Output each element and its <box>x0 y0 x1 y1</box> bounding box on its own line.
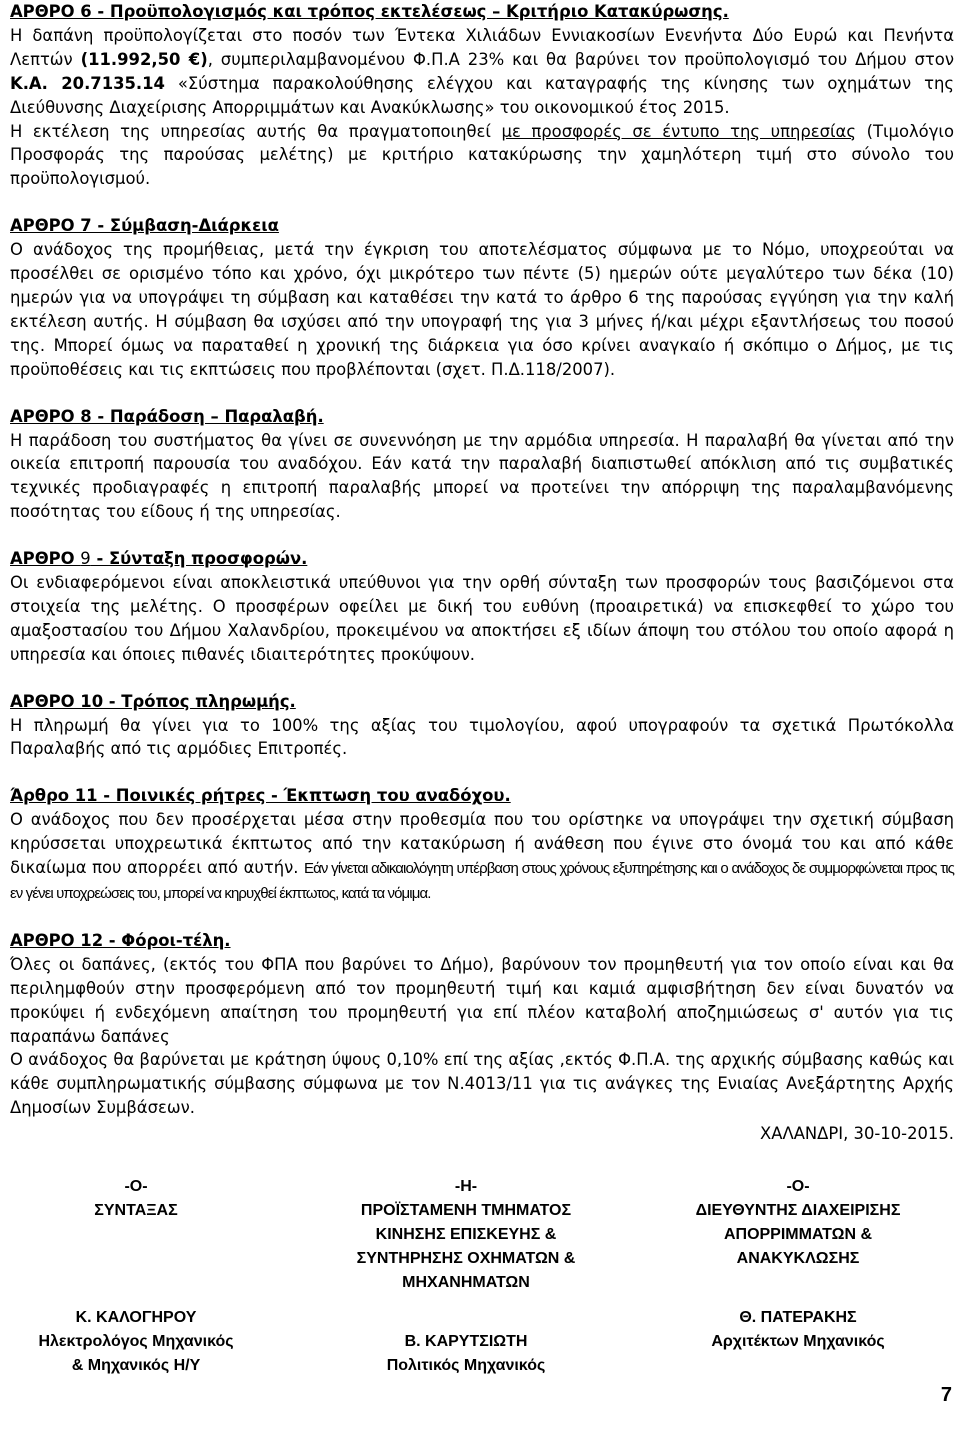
signature-marker: -Η- <box>454 1178 478 1195</box>
article-11-heading: Άρθρο 11 - Ποινικές ρήτρες - Έκπτωση του αναδόχου. <box>10 786 511 806</box>
article-10-heading: ΑΡΘΡΟ 10 - Τρόπος πληρωμής. <box>10 691 296 711</box>
signature-role: ΠΡΟΪΣΤΑΜΕΝΗ ΤΜΗΜΑΤΟΣ <box>360 1202 572 1219</box>
article-12-paragraph-2: Ο ανάδοχος θα βαρύνεται με κράτηση ύψους 0,10% επί της αξίας ,εκτός Φ.Π.Α. της αρχικής σύμβασης καθώς και κάθε συμπληρωματικής σύμβασης σύμφωνα με τον Ν.4013/11 για τις ανάγκες της Ενιαίας Ανεξάρτητης Αρχής Δημοσίων Συμβάσεων. <box>10 1050 954 1118</box>
signature-role: ΣΥΝΤΑΞΑΣ <box>94 1202 178 1219</box>
signature-left-name-block <box>0 1306 286 1378</box>
page-number: 7 <box>940 1384 952 1406</box>
signature-title: Αρχιτέκτων Μηχανικός <box>711 1333 885 1350</box>
heading-number: 9 <box>80 549 91 569</box>
article-8-paragraph: Η παράδοση του συστήματος θα γίνει σε συνεννόηση με την αρμόδια υπηρεσία. Η παραλαβή θα γίνεται από την οικεία επιτροπή παρουσία του αναδόχου. Εάν κατά την παραλαβή διαπιστωθεί απόκλιση από τις συμβατικές τεχνικές προδιαγραφές η επιτροπή παραλαβής μπορεί να προτείνει την απόρριψη της παραλαμβανόμενης ποσότητας του είδους ή της υπηρεσίας. <box>10 430 954 522</box>
signature-title: & Μηχανικός Η/Υ <box>71 1357 201 1374</box>
signature-middle-name-block <box>316 1330 616 1378</box>
article-12-paragraph-1: Όλες οι δαπάνες, (εκτός του ΦΠΑ που βαρύνει το Δήμο), βαρύνουν τον προμηθευτή για τον οποίο είναι και θα περιλημφθούν στην προσφερόμενη από τον προμηθευτή τιμή και καμιά αμφισβήτηση δεν είναι δυνατόν να προκύψει ή ενδεχόμενη απαίτηση του προμηθευτή για επί πλέον καταβολή αποζημιώσεως σ' αυτόν για τις παραπάνω δαπάνες <box>10 954 954 1046</box>
heading-part: ΑΡΘΡΟ <box>10 549 81 569</box>
amount: (11.992,50 €) <box>80 49 208 69</box>
budget-code: Κ.Α. 20.7135.14 <box>10 73 165 93</box>
signature-role: ΜΗΧΑΝΗΜΑΤΩΝ <box>402 1274 530 1291</box>
article-8-heading: ΑΡΘΡΟ 8 - Παράδοση – Παραλαβή. <box>10 406 324 426</box>
signature-marker: -Ο- <box>786 1178 810 1195</box>
article-7-heading: ΑΡΘΡΟ 7 - Σύμβαση-Διάρκεια <box>10 216 279 236</box>
signature-role: ΚΙΝΗΣΗΣ ΕΠΙΣΚΕΥΗΣ & <box>375 1226 557 1243</box>
article-9-paragraph: Οι ενδιαφερόμενοι είναι αποκλειστικά υπεύθυνοι για την ορθή σύνταξη των προσφορών τους βασιζόμενοι στα στοιχεία της μελέτης. Ο προσφέρων οφείλει με δική του ευθύνη (προαιρετικά) να επισκεφθεί το χώρο του αμαξοστασίου του Δήμου Χαλανδρίου, προκειμένου να αποκτήσει εξ ιδίων άποψη του στόλου του οποίο αφορά η υπηρεσία και όποιες πιθανές ιδιαιτερότητες προκύψουν. <box>10 573 954 664</box>
signature-title: Πολιτικός Μηχανικός <box>386 1357 546 1374</box>
article-6-paragraph-1 <box>10 24 954 120</box>
narrow-text: Εάν γίνεται αδικαιολόγητη υπέρβαση στους χρόνους εξυπηρέτησης και ο ανάδοχος δε συμμορφώνεται προς τις εν γένει υποχρεώσεις του, μπορεί να κηρυχθεί έκπτωτος, κατά τα νόμιμα. <box>10 860 954 902</box>
article-6-paragraph-2 <box>10 120 954 192</box>
signature-title: Ηλεκτρολόγος Μηχανικός <box>38 1333 234 1350</box>
heading-part: - Σύνταξη προσφορών. <box>90 549 308 569</box>
text: Ο ανάδοχος που δεν προσέρχεται μέσα στην προθεσμία που του ορίστηκε να υπογράψει την σχετική σύμβαση κηρύσσεται υποχρεωτικά έκπτωτος από την κατακύρωση ή ανάθεση που έγινε στο όνομά του και από κάθε δικαίωμα που απορρέει από αυτήν. <box>10 810 954 878</box>
signature-name: Β. ΚΑΡΥΤΣΙΩΤΗ <box>404 1333 528 1350</box>
signature-role: ΣΥΝΤΗΡΗΣΗΣ ΟΧΗΜΑΤΩΝ & <box>356 1250 576 1267</box>
signature-middle <box>316 1175 616 1295</box>
underlined-text: με προσφορές σε έντυπο της υπηρεσίας <box>501 121 856 141</box>
signature-role: ΑΠΟΡΡΙΜΜΑΤΩΝ & <box>723 1226 873 1243</box>
text: , συμπεριλαμβανομένου Φ.Π.Α 23% και θα βαρύνει τον προϋπολογισμό του Δήμου στον <box>207 49 954 69</box>
article-7-paragraph: Ο ανάδοχος της προμήθειας, μετά την έγκριση του αποτελέσματος σύμφωνα με το Νόμο, υποχρεούται να προσέλθει σε ορισμένο τόπο και χρόνο, όχι μικρότερο των πέντε (5) ημερών ούτε μεγαλύτερο των δέκα (10) ημερών για να υπογράψει τη σύμβαση και καταθέσει την κατά το άρθρο 6 της παρούσας εγγύηση για την καλή εκτέλεση αυτής. Η σύμβαση θα ισχύσει από την υπογραφή της για 3 μήνες ή/και μέχρι εξαντλήσεως του ποσού της. Μπορεί όμως να παραταθεί η χρονική της διάρκεια για όσο κρίνει αναγκαίο ή σκόπιμο ο Δήμος, με τις προϋποθέσεις και τις εκπτώσεις που προβλέπονται (σχετ. Π.Δ.118/2007). <box>10 240 954 379</box>
text: Η εκτέλεση της υπηρεσίας αυτής θα πραγματοποιηθεί <box>10 121 502 141</box>
signature-right <box>648 1175 948 1271</box>
signature-name: Κ. ΚΑΛΟΓΗΡΟΥ <box>75 1309 197 1326</box>
date-line: ΧΑΛΑΝΔΡΙ, 30-10-2015. <box>760 1124 954 1144</box>
signature-name: Θ. ΠΑΤΕΡΑΚΗΣ <box>739 1309 857 1326</box>
signature-marker: -Ο- <box>124 1178 148 1195</box>
text: (Τιμολόγιο Προσφοράς της παρούσας μελέτης) με κριτήριο κατακύρωσης την χαμηλότερη τιμή στο σύνολο του προϋπολογισμού. <box>10 121 954 189</box>
article-9-heading <box>10 547 954 571</box>
document-page <box>10 0 954 1146</box>
article-6-heading: ΑΡΘΡΟ 6 - Προϋπολογισμός και τρόπος εκτελέσεως – Κριτήριο Κατακύρωσης. <box>10 2 729 21</box>
article-10-paragraph: Η πληρωμή θα γίνει για το 100% της αξίας του τιμολογίου, αφού υπογραφούν τα σχετικά Πρωτόκολλα Παραλαβής από τις αρμόδιες Επιτροπές. <box>10 715 954 759</box>
article-11-paragraph <box>10 808 954 906</box>
signature-left <box>0 1175 286 1223</box>
signature-role: ΔΙΕΥΘΥΝΤΗΣ ΔΙΑΧΕΙΡΙΣΗΣ <box>695 1202 901 1219</box>
signature-right-name-block <box>648 1306 948 1354</box>
text: «Σύστημα παρακολούθησης ελέγχου και καταγραφής της κίνησης των οχημάτων της Διεύθυνσης Διαχείρισης Απορριμμάτων και Ανακύκλωσης» του οικονομικού έτος 2015. <box>10 73 954 117</box>
text: Η δαπάνη προϋπολογίζεται στο ποσόν των Έντεκα Χιλιάδων Εννιακοσίων Ενενήντα Δύο Ευρώ και Πενήντα Λεπτών <box>10 25 954 69</box>
signature-role: ΑΝΑΚΥΚΛΩΣΗΣ <box>736 1250 860 1267</box>
article-12-heading: ΑΡΘΡΟ 12 - Φόροι-τέλη. <box>10 930 231 950</box>
